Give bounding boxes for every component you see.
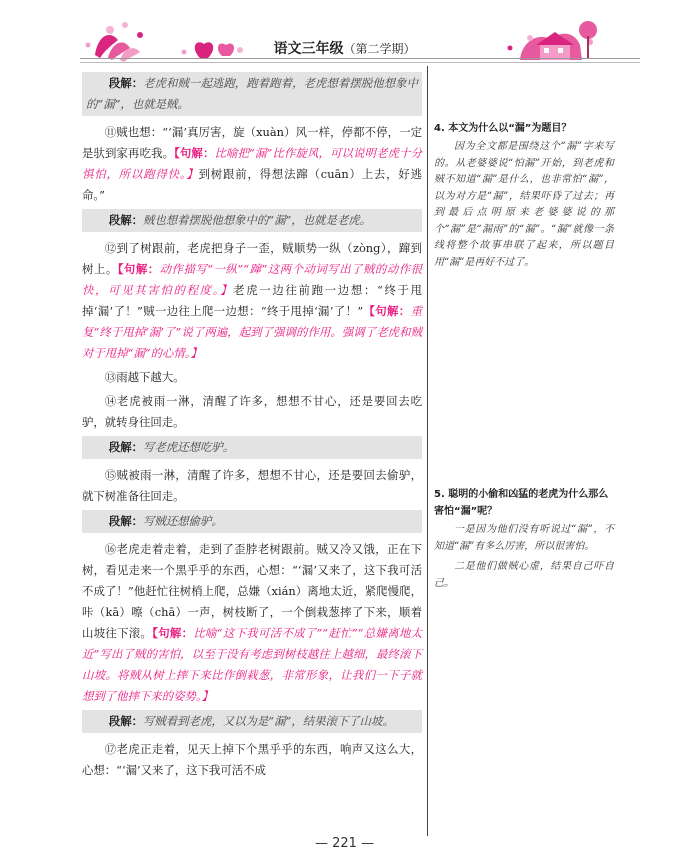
summary-text: 老虎和贼一起逃跑，跑着跑着，老虎想着摆脱他想象中的“漏”，也就是贼。 xyxy=(86,76,418,111)
question-answer: 一是因为他们没有听说过“漏”，不知道“漏”有多么厉害，所以很害怕。 xyxy=(434,524,614,552)
story-paragraph xyxy=(82,122,422,206)
paragraph-text: ⑫到了树跟前，老虎把身子一歪，贼顺势一纵（zòng），蹿到树上。 xyxy=(82,241,422,276)
paragraph-summary xyxy=(82,436,422,459)
question-answer: 因为全文都是围绕这个“漏”字来写的。从老婆婆说“怕漏”开始，到老虎和贼不知道“漏”是什么，也非常怕“漏”，以为对方是“漏”，结果吓昏了过去；再到最后点明原来老婆婆说的那个“漏”是“漏雨”的“漏”。“漏”就像一条线将整个故事串联了起来，所以题目用“漏”是再好不过了。 xyxy=(434,141,614,268)
book-subtitle: （第二学期） xyxy=(343,42,416,56)
summary-label: 段解： xyxy=(108,76,144,90)
page-number: — 221 — xyxy=(314,836,375,851)
page-title xyxy=(0,38,689,58)
book-title: 语文三年级 xyxy=(273,41,344,57)
side-question-5 xyxy=(434,486,614,596)
paragraph-summary xyxy=(82,209,422,232)
summary-label: 段解： xyxy=(108,440,143,454)
paragraph-text-tail: 到树跟前，得想法蹿（cuān）上去，好逃命。” xyxy=(82,167,423,202)
sentence-annotation: 【句解：比喻“这下我可活不成了”“赶忙”“总嫌离地太近”写出了贼的害怕，以至于没有考虑到树枝越往上越细，最终滚下山坡。将贼从树上摔下来比作倒栽葱，非常形象，让我们一下子就想到了他摔下来的姿势。】 xyxy=(82,626,422,703)
question-answer: 二是他们做贼心虚，结果自己吓自己。 xyxy=(434,561,614,589)
paragraph-text-tail: 老虎一边往前跑一边想：“终于甩掉‘漏’了！”贼一边往上爬一边想：“终于甩掉‘漏’了！” xyxy=(82,283,422,318)
question-title: 5. 聪明的小偷和凶猛的老虎为什么那么害怕“漏”呢？ xyxy=(434,489,609,517)
summary-text: 写老虎还想吃驴。 xyxy=(142,440,235,454)
header-rule-secondary xyxy=(80,62,640,63)
paragraph-text: ⑪贼也想：“‘漏’真厉害，旋（xuàn）风一样，停都不停，一定是驮到家再吃我。 xyxy=(82,125,422,160)
page-header xyxy=(0,0,689,80)
summary-text: 写贼看到老虎，又以为是“漏”，结果滚下了山坡。 xyxy=(142,714,394,728)
story-paragraph: ⑮贼被雨一淋，清醒了许多，想想不甘心，还是要回去偷驴，就下树准备往回走。 xyxy=(82,468,422,503)
sentence-annotation: 【句解：比喻把“漏”比作旋风，可以说明老虎十分惧怕，所以跑得快。】 xyxy=(82,146,422,181)
story-paragraph: ⑬雨越下越大。 xyxy=(104,370,185,384)
sentence-annotation: 【句解：动作描写“一纵”“蹿”这两个动词写出了贼的动作很快，可见其害怕的程度。】 xyxy=(82,262,422,297)
story-paragraph: ⑰老虎正走着，见天上掉下个黑乎乎的东西，响声又这么大，心想：“‘漏’又来了，这下我可活不成 xyxy=(82,742,422,777)
paragraph-summary xyxy=(82,72,422,116)
summary-label: 段解： xyxy=(108,514,143,528)
main-column xyxy=(82,70,422,784)
summary-text: 写贼还想偷驴。 xyxy=(142,514,223,528)
paragraph-text: ⑯老虎走着走着，走到了歪脖老树跟前。贼又冷又饿，正在下树，看见走来一个黑乎乎的东西，心想：“‘漏’又来了，这下我可活不成了！”他赶忙往树梢上爬，总嫌（xián）离地太近，紧爬慢爬，咔（kā）嚓（chā）一声，树枝断了，一个倒栽葱摔了下来，顺着山坡往下滚。 xyxy=(82,542,422,640)
summary-label: 段解： xyxy=(108,213,143,227)
summary-text: 贼也想着摆脱他想象中的“漏”，也就是老虎。 xyxy=(142,213,372,227)
sentence-annotation: 【句解：重复“终于甩掉‘漏’了”说了两遍，起到了强调的作用。强调了老虎和贼对于甩掉“漏”的心情。】 xyxy=(82,304,422,360)
story-paragraph: ⑭老虎被雨一淋，清醒了许多，想想不甘心，还是要回去吃驴，就转身往回走。 xyxy=(82,394,422,429)
story-paragraph xyxy=(82,539,422,707)
paragraph-summary xyxy=(82,510,422,533)
header-rule xyxy=(80,58,640,59)
story-paragraph xyxy=(82,238,422,364)
side-question-4 xyxy=(434,120,614,275)
summary-label: 段解： xyxy=(108,714,143,728)
paragraph-summary xyxy=(82,710,422,733)
question-title: 4. 本文为什么以“漏”为题目？ xyxy=(434,123,572,134)
column-divider xyxy=(427,66,428,836)
